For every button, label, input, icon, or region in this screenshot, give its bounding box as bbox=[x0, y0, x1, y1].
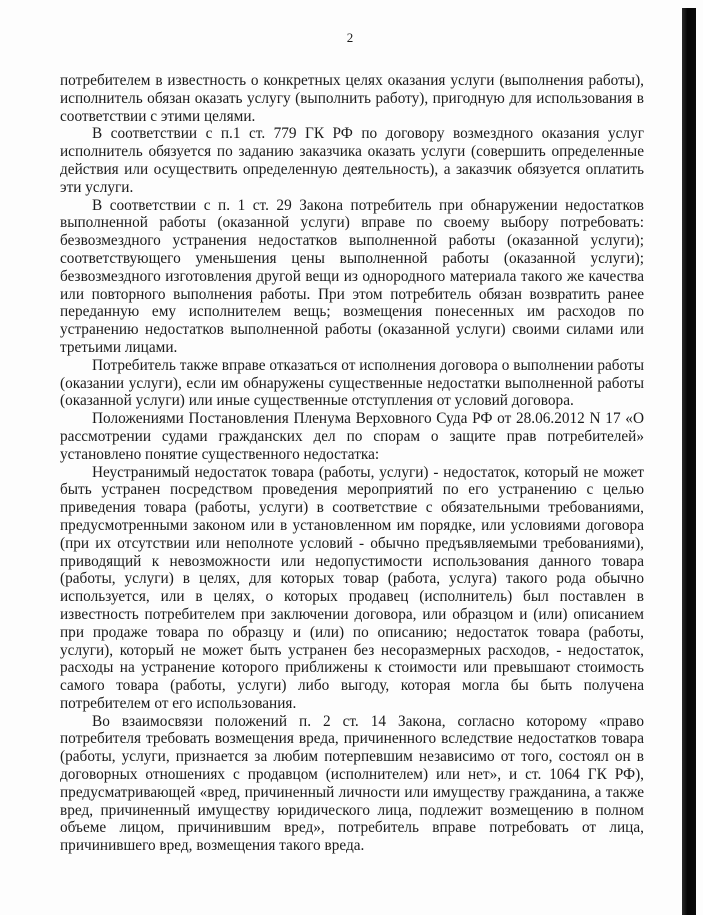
paragraph-material-defect-definition: Неустранимый недостаток товара (работы, услуги) - недостаток, который не может быть устранен посредством проведения мероприятий по его устранению с целью приведения товара (работы, услуги) в соответствие с обязательными требованиями, предусмотренными законом или в установленном им порядке, или условиями договора (при их отсутствии или неполноте условий - обычно предъявляемыми требованиями), приводящий к невозможности или недопустимости использования данного товара (работы, услуги) в целях, для которых товар (работа, услуга) такого рода обычно используется, или в целях, о которых продавец (исполнитель) был поставлен в известность потребителем при заключении договора, или образцом и (или) описанием при продаже товара по образцу и (или) по описанию; недостаток товара (работы, услуги), который не может быть устранен без несоразмерных расходов, - недостаток, расходы на устранение которого приближены к стоимости или превышают стоимость самого товара (работы, услуги) либо выгоду, которая могла бы быть получена потребителем от его использования. bbox=[60, 463, 644, 712]
scan-edge-shadow bbox=[682, 8, 696, 915]
paragraph-harm-compensation: Во взаимосвязи положений п. 2 ст. 14 Закона, согласно которому «право потребителя требовать возмещения вреда, причиненного вследствие недостатков товара (работы, услуги, признается за любим потерпевшим независимо от того, состоял он в договорных отношениях с продавцом (исполнителем) или нет», и ст. 1064 ГК РФ), предусматривающей «вред, причиненный личности или имуществу гражданина, а также вред, причиненный имуществу юридического лица, подлежит возмещению в полном объеме лицом, причинившим вред», потребитель вправе потребовать от лица, причинившего вред, возмещения такого вреда. bbox=[60, 712, 644, 855]
paragraph-continuation: потребителем в известность о конкретных целях оказания услуги (выполнения работы), исполнитель обязан оказать услугу (выполнить работу), пригодную для использования в соответствии с этими целями. bbox=[60, 72, 644, 125]
document-body bbox=[60, 72, 644, 855]
paragraph-contract-refusal: Потребитель также вправе отказаться от исполнения договора о выполнении работы (оказании услуги), если им обнаружены существенные недостатки выполненной работы (оказанной услуги) или иные существенные отступления от условий договора. bbox=[60, 356, 644, 410]
paragraph-article-29: В соответствии с п. 1 ст. 29 Закона потребитель при обнаружении недостатков выполненной работы (оказанной услуги) вправе по своему выбору потребовать: безвозмездного устранения недостатков выполненной работы (оказанной услуги); соответствующего уменьшения цены выполненной работы (оказанной услуги); безвозмездного изготовления другой вещи из однородного материала такого же качества или повторного выполнения работы. При этом потребитель обязан возвратить ранее переданную ему исполнителем вещь; возмещения понесенных им расходов по устранению недостатков выполненной работы (оказанной услуги) своими силами или третьими лицами. bbox=[60, 196, 644, 356]
paragraph-plenum-resolution: Положениями Постановления Пленума Верховного Суда РФ от 28.06.2012 N 17 «О рассмотрении судами гражданских дел по спорам о защите прав потребителей» установлено понятие существенного недостатка: bbox=[60, 410, 644, 463]
page-number: 2 bbox=[346, 30, 354, 45]
paragraph-article-779: В соответствии с п.1 ст. 779 ГК РФ по договору возмездного оказания услуг исполнитель обязуется по заданию заказчика оказать услуги (совершить определенные действия или осуществить определенную деятельность), а заказчик обязуется оплатить эти услуги. bbox=[60, 125, 644, 196]
